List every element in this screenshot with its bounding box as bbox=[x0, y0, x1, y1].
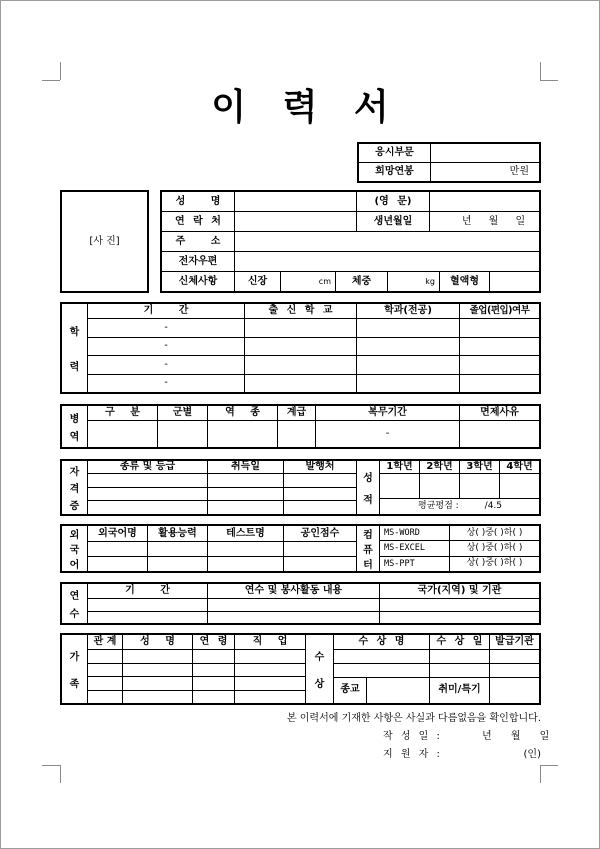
crop-mark-bottom-right-v bbox=[540, 765, 541, 783]
training-row bbox=[88, 599, 539, 612]
computer-skill-name: MS-WORD bbox=[380, 526, 450, 540]
training-period-cell[interactable] bbox=[88, 612, 208, 624]
grades-section-label bbox=[357, 461, 380, 514]
family-rows bbox=[88, 635, 306, 703]
languages-row bbox=[88, 542, 356, 557]
grade-value-4[interactable] bbox=[500, 474, 539, 498]
language-test-cell[interactable] bbox=[208, 557, 284, 571]
military-header-branch: 군별 bbox=[158, 406, 208, 420]
weight-value[interactable] bbox=[388, 272, 440, 291]
family-name-cell[interactable] bbox=[123, 677, 193, 690]
certificate-date-cell[interactable] bbox=[208, 488, 284, 501]
family-age-cell[interactable] bbox=[193, 664, 235, 677]
certificates-header-issuer: 발행처 bbox=[305, 461, 335, 472]
family-header-name: 성 명 bbox=[123, 635, 193, 649]
certificate-issuer-cell[interactable] bbox=[284, 501, 356, 514]
training-section-char: 수 bbox=[69, 609, 80, 620]
family-name-cell[interactable] bbox=[123, 691, 193, 704]
certificates-row bbox=[88, 488, 356, 502]
education-school-cell[interactable] bbox=[245, 356, 357, 374]
awards-row bbox=[334, 650, 539, 664]
certificate-date-cell[interactable] bbox=[208, 501, 284, 514]
military-header-period: 복무기간 bbox=[316, 406, 460, 420]
religion-label: 종교 bbox=[334, 678, 367, 704]
family-job-cell[interactable] bbox=[235, 677, 305, 690]
education-school-cell[interactable] bbox=[245, 375, 357, 393]
grade-header-1: 1학년 bbox=[380, 461, 420, 473]
certificate-kind-cell[interactable] bbox=[88, 474, 208, 487]
education-row bbox=[88, 319, 539, 338]
languages-header-score: 공인점수 bbox=[300, 527, 340, 539]
military-section-label bbox=[62, 406, 88, 447]
training-institution-cell[interactable] bbox=[380, 599, 539, 611]
family-job-cell[interactable] bbox=[235, 691, 305, 704]
languages-header-test: 테스트명 bbox=[208, 526, 284, 541]
grades-value-row bbox=[380, 474, 539, 499]
email-label: 전자우편 bbox=[162, 252, 235, 271]
training-table bbox=[60, 582, 541, 625]
award-name-cell[interactable] bbox=[334, 650, 430, 663]
family-job-cell[interactable] bbox=[235, 664, 305, 677]
awards-rows bbox=[334, 635, 539, 703]
weight-unit: kg bbox=[425, 276, 435, 286]
training-section-label bbox=[62, 584, 88, 623]
certificate-kind-cell[interactable] bbox=[88, 488, 208, 501]
award-name-cell[interactable] bbox=[334, 664, 430, 677]
languages-section-char: 국 bbox=[69, 545, 80, 556]
email-row bbox=[162, 252, 539, 272]
certificates-section-char: 자 bbox=[69, 467, 80, 478]
crop-mark-top-right-h bbox=[540, 80, 558, 81]
hobby-value[interactable] bbox=[490, 678, 539, 704]
education-status-cell[interactable] bbox=[460, 338, 539, 356]
award-date-cell[interactable] bbox=[430, 664, 490, 677]
height-label: 신장 bbox=[235, 272, 281, 291]
award-issuer-cell[interactable] bbox=[490, 650, 539, 663]
training-institution-cell[interactable] bbox=[380, 612, 539, 624]
languages-section-label bbox=[62, 526, 88, 571]
family-age-cell[interactable] bbox=[193, 650, 235, 663]
certificates-header-date: 취득일 bbox=[208, 461, 284, 473]
languages-header-name: 외국어명 bbox=[88, 526, 148, 541]
military-type-cell[interactable] bbox=[88, 421, 158, 447]
seal-mark[interactable]: (인) bbox=[523, 749, 541, 760]
grade-header-3: 3학년 bbox=[460, 461, 500, 473]
training-section-char: 연 bbox=[69, 591, 80, 602]
family-job-cell[interactable] bbox=[235, 650, 305, 663]
award-date-cell[interactable] bbox=[430, 650, 490, 663]
education-status-cell[interactable] bbox=[460, 375, 539, 393]
grade-header-2: 2학년 bbox=[420, 461, 460, 473]
certificates-section-char: 격 bbox=[69, 484, 80, 495]
military-header-rank: 계급 bbox=[278, 406, 316, 420]
certificates-header-kind: 종류 및 등급 bbox=[88, 461, 208, 473]
grade-value-1[interactable] bbox=[380, 474, 420, 498]
birth-label: 생년월일 bbox=[357, 212, 430, 231]
military-branch-cell[interactable] bbox=[158, 421, 208, 447]
family-relation-cell[interactable] bbox=[88, 691, 123, 704]
military-period-cell[interactable]: - bbox=[316, 421, 460, 447]
awards-header-row bbox=[334, 635, 539, 650]
languages-section-char: 어 bbox=[69, 560, 80, 571]
certificate-kind-cell[interactable] bbox=[88, 501, 208, 514]
grade-header-4: 4학년 bbox=[506, 461, 533, 472]
family-section-label bbox=[62, 635, 88, 703]
education-major-cell[interactable] bbox=[357, 356, 460, 374]
certificates-row bbox=[88, 474, 356, 488]
education-row bbox=[88, 338, 539, 357]
language-score-cell[interactable] bbox=[284, 557, 356, 571]
contact-value[interactable] bbox=[235, 212, 357, 231]
training-row bbox=[88, 612, 539, 624]
family-row bbox=[88, 677, 305, 691]
family-row bbox=[88, 650, 305, 664]
crop-mark-bottom-right-h bbox=[540, 765, 558, 766]
gpa-row bbox=[380, 499, 539, 514]
family-age-cell[interactable] bbox=[193, 691, 235, 704]
gpa-scale: /4.5 bbox=[484, 501, 503, 511]
personal-info-rows bbox=[162, 192, 539, 291]
military-section-char: 역 bbox=[69, 432, 80, 444]
computer-skill-row bbox=[380, 526, 539, 541]
education-school-cell[interactable] bbox=[245, 338, 357, 356]
award-issuer-cell[interactable] bbox=[490, 664, 539, 677]
computer-rows bbox=[380, 526, 539, 571]
education-header-row bbox=[88, 304, 539, 319]
family-relation-cell[interactable] bbox=[88, 677, 123, 690]
name-en-value[interactable] bbox=[430, 192, 539, 211]
grades-section-char: 성 bbox=[363, 472, 373, 484]
awards-header-date: 수 상 일 bbox=[430, 635, 490, 649]
education-header-major: 학과(전공) bbox=[357, 304, 460, 318]
height-value[interactable] bbox=[281, 272, 336, 291]
education-status-cell[interactable] bbox=[460, 356, 539, 374]
confirmation-statement: 본 이력서에 기재한 사항은 사실과 다름없음을 확인합니다. bbox=[286, 713, 541, 724]
gpa-label: 평균평점 : bbox=[418, 501, 459, 511]
awards-header-issuer: 발급기관 bbox=[495, 636, 534, 647]
training-header-content: 연수 및 봉사활동 내용 bbox=[208, 584, 380, 598]
grades-header-row bbox=[380, 461, 539, 474]
education-period-cell[interactable]: - bbox=[88, 319, 245, 337]
training-content-cell[interactable] bbox=[208, 599, 380, 611]
education-section-char: 학 bbox=[69, 327, 80, 339]
name-value[interactable] bbox=[235, 192, 357, 211]
awards-row bbox=[334, 664, 539, 678]
email-value[interactable] bbox=[235, 252, 539, 271]
awards-header-name: 수 상 명 bbox=[334, 635, 430, 649]
crop-mark-bottom-left-v bbox=[60, 765, 61, 783]
education-section-label bbox=[62, 304, 88, 392]
certificates-table bbox=[60, 459, 541, 516]
salary-label: 희망연봉 bbox=[359, 163, 431, 181]
training-header-institution: 국가(지역) 및 기관 bbox=[417, 585, 502, 596]
application-rows bbox=[359, 144, 539, 181]
language-name-cell[interactable] bbox=[88, 557, 148, 571]
training-period-cell[interactable] bbox=[88, 599, 208, 611]
certificate-date-cell[interactable] bbox=[208, 474, 284, 487]
education-header-status: 졸업(편입)여부 bbox=[469, 305, 530, 317]
application-field-row bbox=[359, 144, 539, 163]
personal-info-table bbox=[160, 190, 541, 293]
military-exemption-cell[interactable] bbox=[460, 421, 539, 447]
military-row bbox=[88, 421, 539, 447]
certificates-rows bbox=[88, 461, 357, 514]
education-table bbox=[60, 302, 541, 394]
body-row bbox=[162, 272, 539, 291]
family-relation-cell[interactable] bbox=[88, 664, 123, 677]
education-section-char: 력 bbox=[69, 361, 80, 373]
computer-section-char: 퓨 bbox=[363, 545, 373, 556]
computer-section-char: 컴 bbox=[363, 530, 373, 541]
certificates-header-row bbox=[88, 461, 356, 474]
grades-section-char: 적 bbox=[363, 495, 373, 507]
computer-section-label bbox=[357, 526, 380, 571]
certificate-issuer-cell[interactable] bbox=[284, 488, 356, 501]
language-score-cell[interactable] bbox=[284, 542, 356, 556]
computer-skill-level[interactable]: 상( )중( )하( ) bbox=[466, 527, 523, 538]
contact-label: 연 락 처 bbox=[162, 212, 235, 231]
education-major-cell[interactable] bbox=[357, 338, 460, 356]
birth-value[interactable]: 년 월 일 bbox=[461, 215, 526, 227]
crop-mark-top-left-v bbox=[60, 62, 61, 80]
training-header-row bbox=[88, 584, 539, 599]
salary-unit: 만원 bbox=[509, 166, 529, 177]
certificates-section-char: 증 bbox=[69, 501, 80, 512]
certificates-row bbox=[88, 501, 356, 514]
computer-section-char: 터 bbox=[363, 560, 373, 571]
family-age-cell[interactable] bbox=[193, 677, 235, 690]
religion-value[interactable] bbox=[367, 678, 430, 704]
awards-section-label bbox=[306, 635, 334, 703]
family-header-relation: 관 계 bbox=[88, 635, 123, 649]
certificate-issuer-cell[interactable] bbox=[284, 474, 356, 487]
languages-header-ability: 활용능력 bbox=[148, 526, 208, 541]
name-en-label: (영 문) bbox=[357, 192, 430, 211]
family-name-cell[interactable] bbox=[123, 664, 193, 677]
family-header-job: 직 업 bbox=[252, 636, 288, 647]
family-section-char: 족 bbox=[69, 679, 80, 691]
languages-table bbox=[60, 524, 541, 573]
crop-mark-bottom-left-h bbox=[42, 765, 60, 766]
language-ability-cell[interactable] bbox=[148, 557, 208, 571]
family-relation-cell[interactable] bbox=[88, 650, 123, 663]
military-rows bbox=[88, 406, 539, 447]
family-header-age: 연 령 bbox=[193, 635, 235, 649]
military-section-char: 병 bbox=[69, 413, 80, 425]
awards-section-char: 수 bbox=[314, 651, 325, 663]
computer-skill-row bbox=[380, 557, 539, 571]
photo-label: [사 진] bbox=[89, 235, 120, 247]
education-school-cell[interactable] bbox=[245, 319, 357, 337]
gpa-cell[interactable] bbox=[380, 499, 539, 514]
education-row bbox=[88, 375, 539, 393]
awards-section-char: 상 bbox=[314, 679, 325, 691]
education-period-cell[interactable]: - bbox=[88, 356, 245, 374]
hobby-label: 취미/특기 bbox=[430, 678, 490, 704]
height-unit: cm bbox=[318, 276, 331, 286]
contact-row bbox=[162, 212, 539, 232]
education-status-cell[interactable] bbox=[460, 319, 539, 337]
certificates-section-label bbox=[62, 461, 88, 514]
computer-skill-level[interactable]: 상( )중( )하( ) bbox=[466, 542, 523, 553]
training-rows bbox=[88, 584, 539, 623]
family-name-cell[interactable] bbox=[123, 650, 193, 663]
address-label: 주 소 bbox=[162, 232, 235, 251]
military-header-exemption: 면제사유 bbox=[480, 407, 519, 418]
date-label: 작 성 일 : bbox=[383, 731, 440, 742]
document-title: 이 력 서 bbox=[211, 87, 389, 128]
family-header-row bbox=[88, 635, 305, 650]
language-test-cell[interactable] bbox=[208, 542, 284, 556]
languages-rows bbox=[88, 526, 357, 571]
name-row bbox=[162, 192, 539, 212]
grade-value-2[interactable] bbox=[420, 474, 460, 498]
crop-mark-top-left-h bbox=[42, 80, 60, 81]
education-header-school: 출 신 학 교 bbox=[245, 304, 357, 318]
languages-header-row bbox=[88, 526, 356, 542]
applicant-label: 지 원 자 : bbox=[383, 749, 440, 760]
grades-rows bbox=[380, 461, 539, 514]
education-header-period: 기 간 bbox=[88, 304, 245, 318]
application-field-value[interactable] bbox=[431, 144, 539, 162]
computer-skill-name: MS-EXCEL bbox=[380, 541, 450, 555]
military-rank-cell[interactable] bbox=[278, 421, 316, 447]
languages-row bbox=[88, 557, 356, 571]
military-header-row bbox=[88, 406, 539, 421]
salary-value[interactable] bbox=[431, 163, 539, 181]
education-rows bbox=[88, 304, 539, 392]
military-header-category: 역 종 bbox=[208, 406, 278, 420]
salary-row bbox=[359, 163, 539, 181]
military-table bbox=[60, 404, 541, 449]
blood-label: 혈액형 bbox=[440, 272, 490, 291]
application-field-label: 응시부문 bbox=[359, 144, 431, 162]
religion-hobby-row bbox=[334, 678, 539, 704]
family-awards-table bbox=[60, 633, 541, 705]
computer-skill-level[interactable]: 상( )중( )하( ) bbox=[466, 558, 523, 569]
computer-skill-name: MS-PPT bbox=[380, 557, 450, 571]
computer-skill-row bbox=[380, 541, 539, 556]
military-category-cell[interactable] bbox=[208, 421, 278, 447]
family-row bbox=[88, 691, 305, 704]
training-header-period: 기 간 bbox=[88, 584, 208, 598]
family-section-char: 가 bbox=[69, 651, 80, 663]
blood-value[interactable] bbox=[490, 272, 539, 291]
weight-label: 체중 bbox=[336, 272, 388, 291]
education-major-cell[interactable] bbox=[357, 319, 460, 337]
language-ability-cell[interactable] bbox=[148, 542, 208, 556]
address-value[interactable] bbox=[235, 232, 539, 251]
language-name-cell[interactable] bbox=[88, 542, 148, 556]
name-label: 성 명 bbox=[162, 192, 235, 211]
crop-mark-top-right-v bbox=[540, 62, 541, 80]
military-header-type: 구 분 bbox=[88, 406, 158, 420]
photo-box[interactable] bbox=[60, 190, 149, 293]
application-table bbox=[357, 142, 541, 183]
address-row bbox=[162, 232, 539, 252]
languages-section-char: 외 bbox=[69, 530, 80, 541]
grade-value-3[interactable] bbox=[460, 474, 500, 498]
education-period-cell[interactable]: - bbox=[88, 375, 245, 393]
body-label: 신체사항 bbox=[162, 272, 235, 291]
date-value[interactable]: 년 월 일 bbox=[482, 731, 550, 742]
education-major-cell[interactable] bbox=[357, 375, 460, 393]
education-row bbox=[88, 356, 539, 375]
education-period-cell[interactable]: - bbox=[88, 338, 245, 356]
family-row bbox=[88, 664, 305, 678]
training-content-cell[interactable] bbox=[208, 612, 380, 624]
